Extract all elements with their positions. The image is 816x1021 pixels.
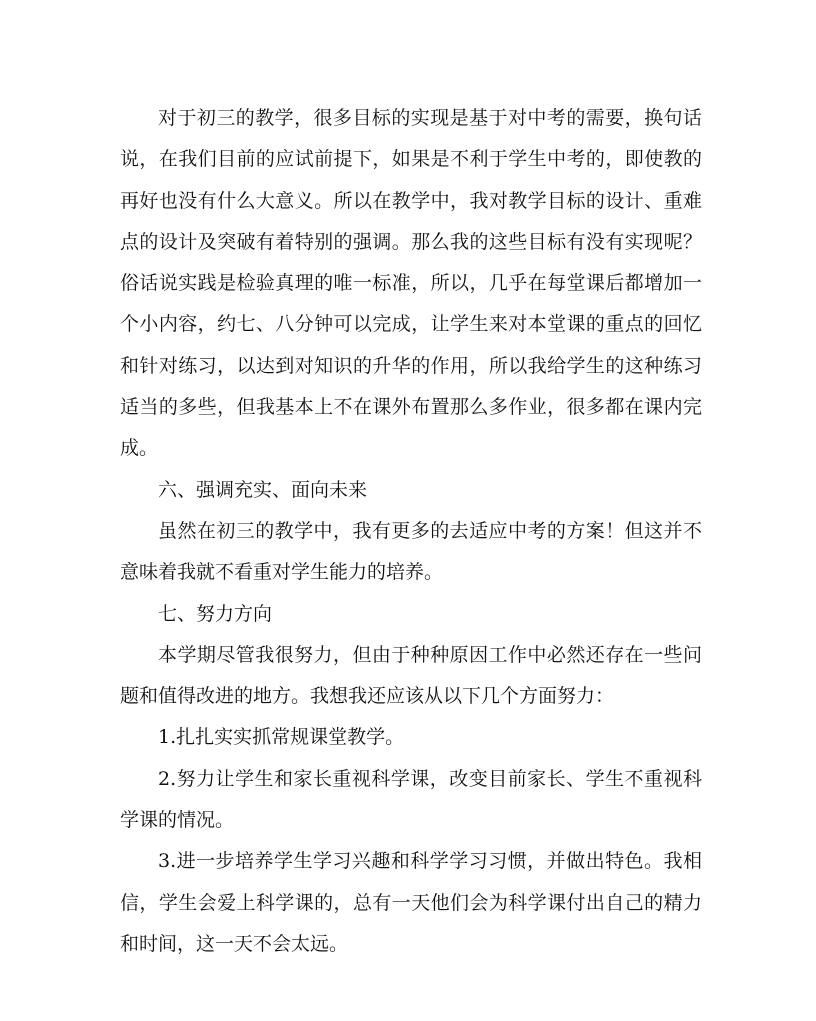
paragraph-exam-teaching-goals: 对于初三的教学，很多目标的实现是基于对中考的需要，换句话说，在我们目前的应试前提下，如果是不利于学生中考的，即使教的再好也没有什么大意义。所以在教学中，我对教学目标的设计、重难点的设计及突破有着特别的强调。那么我的这些目标有没有实现呢？俗话说实践是检验真理的唯一标准，所以，几乎在每堂课后都增加一个小内容，约七、八分钟可以完成，让学生来对本堂课的重点的回忆和针对练习，以达到对知识的升华的作用，所以我给学生的这种练习适当的多些，但我基本上不在课外布置那么多作业，很多都在课内完成。 xyxy=(120,107,702,460)
paragraph-exam-adaptation: 虽然在初三的教学中，我有更多的去适应中考的方案！但这并不意味着我就不看重对学生能力的培养。 xyxy=(120,519,702,584)
section-heading-six: 六、强调充实、面向未来 xyxy=(158,478,368,501)
section-heading-seven: 七、努力方向 xyxy=(158,602,273,625)
list-item-1: 1.扎扎实实抓常规课堂教学。 xyxy=(158,726,405,749)
list-item-2: 2.努力让学生和家长重视科学课，改变目前家长、学生不重视科学课的情况。 xyxy=(120,767,702,832)
list-item-3: 3.进一步培养学生学习兴趣和科学学习习惯，并做出特色。我相信，学生会爱上科学课的，总有一天他们会为科学课付出自己的精力和时间，这一天不会太远。 xyxy=(120,850,702,955)
document-body xyxy=(120,98,702,965)
paragraph-improvement-intro: 本学期尽管我很努力，但由于种种原因工作中必然还存在一些问题和值得改进的地方。我想我还应该从以下几个方面努力： xyxy=(120,643,702,708)
